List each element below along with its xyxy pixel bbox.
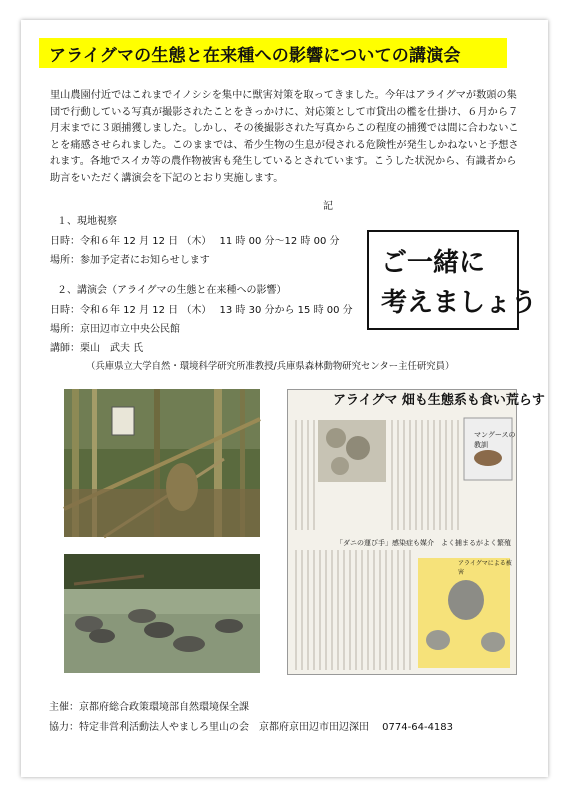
- page-title: アライグマの生態と在来種への影響についての講演会: [49, 46, 461, 66]
- section2-affiliation: （兵庫県立大学自然・環境科学研究所准教授/兵庫県森林動物研究センター主任研究員）: [86, 361, 455, 372]
- section2-heading: ２、講演会（アライグマの生態と在来種への影響）: [57, 285, 287, 296]
- section2-lecturer: 講師：栗山 武夫 氏: [50, 343, 144, 354]
- intro-paragraph: 里山農園付近ではこれまでイノシシを集中に獣害対策を取ってきました。今年はアライグマが数頭の集団で行動している写真が撮影されたことをきっかけに、対応策として市貸出の檻を仕掛け、６月から７月末までに３頭捕獲しました。しかし、その後撮影された写真からこの程度の捕獲では間に合わないことを痛感させられました。このままでは、希少生物の生息が侵される危険性が発生しかねないと予想されます。各地でスイカ等の農作物被害も発生しているとされています。こうした状況から、有識者から助言をいただく講演会を下記のとおり実施します。: [50, 90, 519, 184]
- section1-place: 場所：参加予定者にお知らせします: [50, 255, 210, 266]
- bamboo-forest-photo: [64, 389, 260, 537]
- newspaper-caption: アライグマによる被害: [458, 560, 512, 576]
- ki-marker: 記: [323, 201, 333, 212]
- section2-datetime: 日時：令和６年 12 月 12 日 （木） 13 時 30 分から 15 時 00 分: [50, 305, 353, 316]
- section2-place: 場所：京田辺市立中央公民館: [50, 324, 180, 335]
- callout-line1: ご一緒に: [381, 248, 486, 278]
- newspaper-clipping: [287, 389, 545, 675]
- newspaper-headline: アライグマ 畑も生態系も食い荒らす: [333, 393, 545, 408]
- footer-host: 主催：京都府総合政策環境部自然環境保全課: [49, 702, 249, 713]
- newspaper-side-label: マングースの教訓: [474, 431, 516, 449]
- callout-box: [367, 230, 538, 330]
- callout-line2: 考えましょう: [381, 288, 538, 318]
- raccoons-photo: [64, 554, 260, 673]
- section1-heading: １、現地視察: [57, 216, 117, 227]
- section1-datetime: 日時：令和６年 12 月 12 日 （木） 11 時 00 分〜12 時 00 分: [50, 236, 340, 247]
- footer-cooperation: 協力：特定非営利活動法人やましろ里山の会 京都府京田辺市田辺深田 0774-64-4183: [49, 722, 454, 733]
- newspaper-subhead: 「ダニの運び手」感染症も媒介 よく捕まるがよく繁殖: [336, 539, 511, 547]
